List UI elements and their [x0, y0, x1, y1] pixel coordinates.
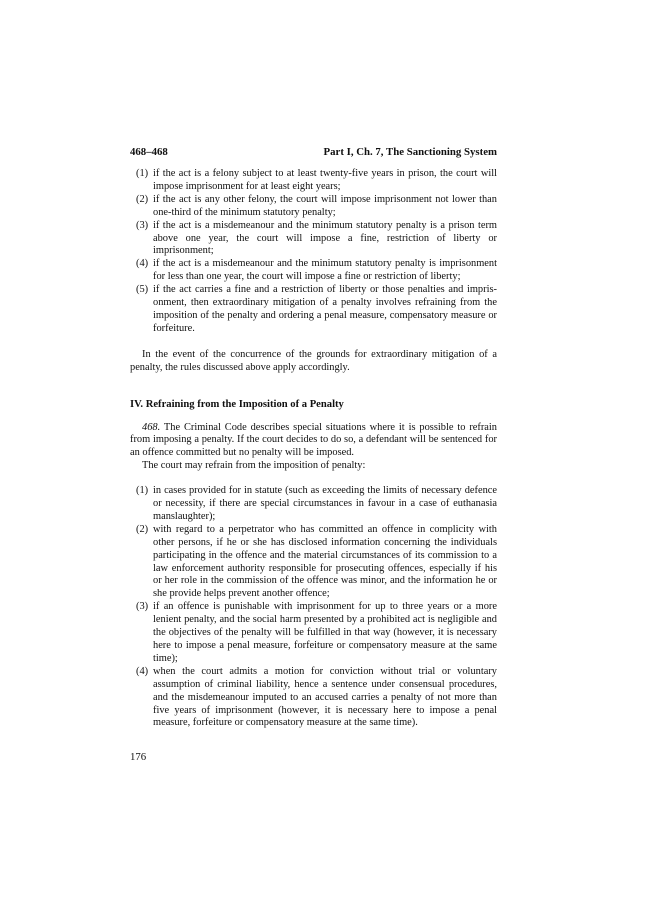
list-item-number: (1) [136, 168, 149, 179]
paragraph-468 [130, 422, 497, 461]
list-item-text: in cases provided for in statute (such as exceeding the limits of necessary defence or necessity, if there are special circumstances in favour in a case of euthanasia manslaughter); [153, 485, 497, 522]
header-chapter-title: Part I, Ch. 7, The Sanctioning System [323, 146, 497, 158]
list-item-number: (2) [136, 523, 149, 535]
list-item-text: if the act carries a fine and a restriction of liberty or those penalties and imprisonment, then extraordinary mitigation of a penalty involves refraining from the imposition of the penalty and ordering a penal measure, compensatory measure or forfeiture. [153, 284, 497, 334]
list-item-number: (4) [136, 258, 149, 270]
list-item-text: if the act is a misdemeanour and the minimum statutory penalty is imprisonment for less than one year, the court will impose a fine or restriction of liberty; [153, 258, 497, 283]
refraining-list [130, 485, 497, 730]
list-item [130, 601, 497, 666]
list-item [130, 666, 497, 731]
list-item-text: if the act is any other felony, the court will impose imprisonment not lower than one-third of the minimum statutory penalty; [153, 193, 497, 218]
list-item-text: if an offence is punishable with imprisonment for up to three years or a more lenient penalty, and the social harm presented by a prohibited act is negligible and the objectives of the penalty will be fulfilled in that way (however, it is necessary here to impose a penal measure, forfeiture or compensatory measure at the same time); [153, 601, 497, 664]
list-item-text: if the act is a misdemeanour and the minimum statutory penalty is a prison term above one year, the court will impose a fine, restriction of liberty or imprisonment; [153, 219, 497, 257]
list-item [130, 168, 497, 194]
body-text [130, 168, 497, 730]
list-item [130, 220, 497, 259]
paragraph-468-text: The Criminal Code describes special situations where it is possible to refrain from imposing a penalty. If the court decides to do so, a defendant will be sentenced for an offence committed but no penalty will be imposed. [130, 421, 498, 459]
list-item [130, 194, 497, 220]
mitigation-list [130, 168, 497, 336]
list-item-number: (3) [136, 601, 149, 613]
paragraph-number: 468. [142, 421, 161, 433]
list-item-text: with regard to a perpetrator who has committed an offence in complicity with other persons, if he or she has disclosed information concerning the individuals participating in the offence and the material circumstances of its commission to a law enforcement authority responsible for prosecuting offences, especially if his or her role in the commission of the offence was minor, and the information he or she provide helps prevent another offence; [153, 523, 497, 600]
list-item [130, 524, 497, 601]
list-lead-paragraph: The court may refrain from the imposition of penalty: [142, 460, 366, 472]
list-item [130, 485, 497, 524]
list-item [130, 284, 497, 336]
list-item-number: (3) [136, 219, 149, 231]
page-number: 176 [130, 751, 147, 763]
header-paragraph-range: 468–468 [130, 146, 168, 158]
list-item-number: (4) [136, 665, 149, 677]
concurrence-paragraph: In the event of the concurrence of the grounds for extraordinary mitigation of a penalty, the rules discussed above apply accordingly. [130, 348, 497, 373]
list-item-text: when the court admits a motion for conviction without trial or voluntary assumption of criminal liability, hence a sentence under consensual procedures, and the misdemeanour imputed to an accused carries a penalty of not more than five years of imprisonment (however, it is necessary here to impose a penal measure, forfeiture or compensatory measure at the same time). [153, 665, 497, 729]
list-item [130, 258, 497, 284]
list-item-text: if the act is a felony subject to at least twenty-five years in prison, the court will impose imprisonment for at least eight years; [153, 168, 497, 192]
list-item-number: (2) [136, 193, 149, 205]
list-item-number: (1) [136, 485, 149, 497]
list-item-number: (5) [136, 284, 149, 296]
section-heading: IV. Refraining from the Imposition of a Penalty [130, 398, 344, 410]
